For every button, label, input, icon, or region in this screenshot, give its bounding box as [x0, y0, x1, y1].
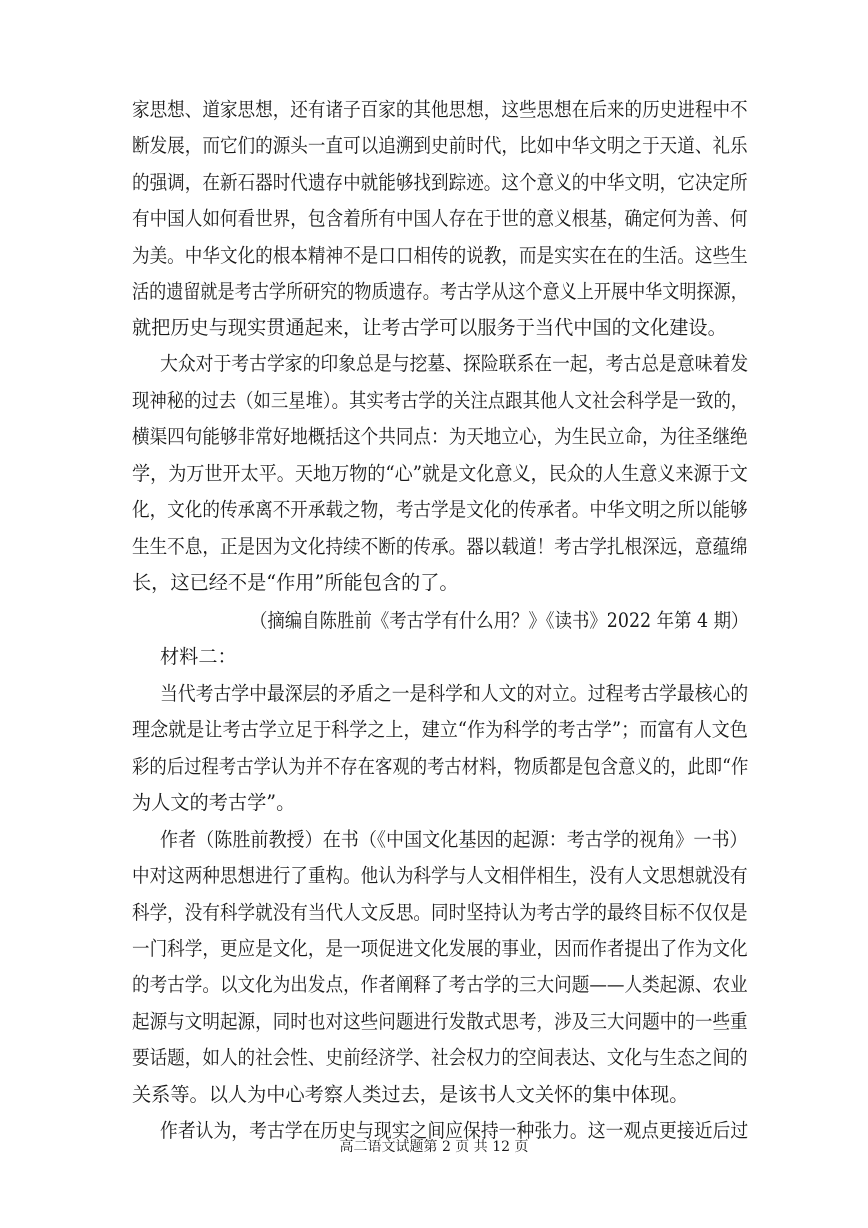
text-line: 关系等。以人为中心考察人类过去，是该书人文关怀的集中体现。	[132, 1083, 689, 1106]
paragraph-start-line: 当代考古学中最深层的矛盾之一是科学和人文的对立。过程考古学最核心的	[160, 682, 749, 705]
text-line: 的考古学。以文化为出发点，作者阐释了考古学的三大问题——人类起源、农业	[132, 973, 748, 996]
text-line: 一门科学，更应是文化，是一项促进文化发展的事业，因而作者提出了作为文化	[132, 937, 748, 960]
text-line: 有中国人如何看世界，包含着所有中国人存在于世的意义根基，确定何为善、何	[132, 207, 748, 230]
text-line: 的强调，在新石器时代遗存中就能够找到踪迹。这个意义的中华文明，它决定所	[132, 171, 748, 194]
paragraph-start-line: 大众对于考古学家的印象总是与挖墓、探险联系在一起，考古总是意味着发	[160, 352, 749, 375]
text-line: 生生不息，正是因为文化持续不断的传承。器以载道！考古学扎根深远，意蕴绵	[132, 535, 748, 558]
text-line: 横渠四句能够非常好地概括这个共同点：为天地立心，为生民立命，为往圣继绝	[132, 425, 748, 448]
page-footer: 高二语文试题第 2 页 共 12 页	[339, 1139, 529, 1155]
text-line: 断发展，而它们的源头一直可以追溯到史前时代，比如中华文明之于天道、礼乐	[132, 134, 748, 157]
text-line: 化，文化的传承离不开承载之物，考古学是文化的传承者。中华文明之所以能够	[132, 498, 748, 521]
text-line: 起源与文明起源，同时也对这些问题进行发散式思考，涉及三大问题中的一些重	[132, 1010, 748, 1033]
text-line: 要话题，如人的社会性、史前经济学、社会权力的空间表达、文化与生态之间的	[132, 1046, 748, 1069]
text-line: 为美。中华文化的根本精神不是口口相传的说教，而是实实在在的生活。这些生	[132, 244, 748, 267]
text-line: 中对这两种思想进行了重构。他认为科学与人文相伴相生，没有人文思想就没有	[132, 864, 748, 887]
text-line: 长，这已经不是“作用”所能包含的了。	[132, 571, 459, 594]
paragraph-start-line: 作者（陈胜前教授）在书（《中国文化基因的起源：考古学的视角》一书）	[160, 828, 748, 851]
text-line: 学，为万世开太平。天地万物的“心”就是文化意义，民众的人生意义来源于文	[132, 462, 748, 485]
text-line: 科学，没有科学就没有当代人文反思。同时坚持认为考古学的最终目标不仅仅是	[132, 901, 748, 924]
paragraph-start-line: 作者认为，考古学在历史与现实之间应保持一种张力。这一观点更接近后过	[160, 1119, 749, 1142]
text-line: 就把历史与现实贯通起来，让考古学可以服务于当代中国的文化建设。	[132, 316, 727, 339]
text-line: 活的遗留就是考古学所研究的物质遗存。考古学从这个意义上开展中华文明探源，	[132, 280, 748, 303]
text-line: 现神秘的过去（如三星堆）。其实考古学的关注点跟其他人文社会科学是一致的，	[132, 389, 749, 412]
section-heading: 材料二：	[160, 645, 237, 668]
source-citation: （摘编自陈胜前《考古学有什么用？》《读书》2022 年第 4 期）	[250, 609, 749, 632]
text-line: 家思想、道家思想，还有诸子百家的其他思想，这些思想在后来的历史进程中不	[132, 98, 748, 121]
text-line: 为人文的考古学”。	[132, 791, 296, 814]
text-line: 彩的后过程考古学认为并不存在客观的考古材料，物质都是包含意义的，此即“作	[132, 755, 749, 778]
text-line: 理念就是让考古学立足于科学之上，建立“作为科学的考古学”；而富有人文色	[132, 718, 748, 741]
